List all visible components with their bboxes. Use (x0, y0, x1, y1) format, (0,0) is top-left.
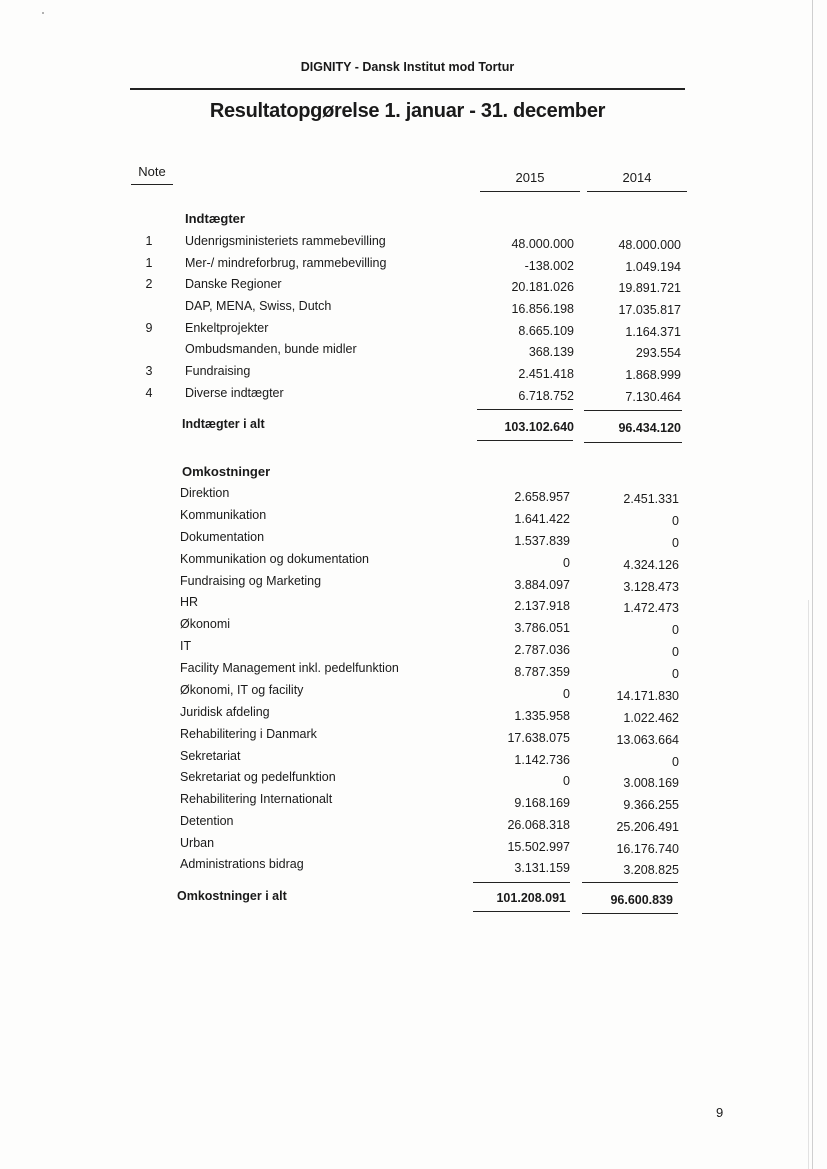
income-row (0, 364, 827, 384)
row-label: Enkeltprojekter (185, 321, 269, 335)
income-total-2014: 96.434.120 (618, 421, 681, 435)
row-value-2014: 3.128.473 (623, 580, 679, 594)
row-label: Rehabilitering Internationalt (180, 792, 333, 806)
expenses-heading: Omkostninger (182, 464, 271, 479)
expense-row (0, 639, 827, 659)
income-row (0, 321, 827, 341)
row-value-2014: 293.554 (635, 346, 681, 360)
page-title: Resultatopgørelse 1. januar - 31. december (209, 100, 606, 122)
expense-row (0, 552, 827, 572)
row-label: Danske Regioner (185, 277, 282, 291)
row-value-2014: 9.366.255 (623, 798, 679, 812)
scan-speck (42, 12, 44, 14)
row-value-2015: 3.786.051 (514, 621, 570, 635)
income-total-label: Indtægter i alt (182, 417, 265, 431)
row-value-2015: 17.638.075 (507, 731, 570, 745)
expense-row (0, 617, 827, 637)
row-value-2015: 8.665.109 (518, 324, 574, 338)
row-note: 4 (145, 386, 153, 400)
expense-row (0, 530, 827, 550)
expense-row (0, 661, 827, 681)
row-note: 1 (145, 234, 153, 248)
income-row (0, 342, 827, 362)
income-total-row (0, 417, 827, 437)
year-2015-header: 2015 (515, 170, 545, 185)
expense-row (0, 683, 827, 703)
row-value-2014: 0 (672, 645, 679, 659)
row-value-2015: 8.787.359 (514, 665, 570, 679)
row-value-2015: 0 (563, 687, 570, 701)
row-value-2014: 2.451.331 (623, 492, 679, 506)
row-value-2014: 1.472.473 (623, 601, 679, 615)
row-value-2014: 48.000.000 (618, 238, 681, 252)
row-value-2014: 1.868.999 (625, 368, 681, 382)
income-row (0, 386, 827, 406)
year-2015-rule (480, 191, 580, 192)
row-value-2014: 0 (672, 755, 679, 769)
expense-row (0, 705, 827, 725)
income-heading: Indtægter (185, 211, 245, 226)
income-subtotal-rule-2015 (477, 409, 573, 410)
row-value-2014: 16.176.740 (616, 842, 679, 856)
expense-row (0, 595, 827, 615)
row-label: Ombudsmanden, bunde midler (185, 342, 357, 356)
row-label: Fundraising (185, 364, 251, 378)
income-row (0, 256, 827, 276)
row-label: Økonomi (180, 617, 231, 631)
row-label: Administrations bidrag (180, 857, 304, 871)
income-row (0, 277, 827, 297)
row-value-2015: 48.000.000 (511, 237, 574, 251)
row-label: Diverse indtægter (185, 386, 284, 400)
income-row (0, 234, 827, 254)
expense-total-2014: 96.600.839 (610, 893, 673, 907)
expense-total-label: Omkostninger i alt (177, 889, 287, 903)
row-value-2015: 3.884.097 (514, 578, 570, 592)
row-label: Juridisk afdeling (180, 705, 270, 719)
income-subtotal-rule-2014 (584, 410, 682, 411)
income-total-2015: 103.102.640 (504, 420, 574, 434)
row-value-2014: 1.164.371 (625, 325, 681, 339)
row-value-2015: 26.068.318 (507, 818, 570, 832)
expense-total-rule-2015 (473, 911, 570, 912)
row-value-2014: 0 (672, 623, 679, 637)
expense-row (0, 792, 827, 812)
row-label: Dokumentation (180, 530, 265, 544)
row-label: Kommunikation og dokumentation (180, 552, 370, 566)
document-header: DIGNITY - Dansk Institut mod Tortur (300, 60, 515, 74)
expense-row (0, 749, 827, 769)
expense-total-row (0, 889, 827, 909)
row-label: DAP, MENA, Swiss, Dutch (185, 299, 332, 313)
row-value-2015: 368.139 (528, 345, 574, 359)
row-value-2014: 13.063.664 (616, 733, 679, 747)
expense-total-rule-2014 (582, 913, 678, 914)
row-value-2014: 7.130.464 (625, 390, 681, 404)
row-label: Mer-/ mindreforbrug, rammebevilling (185, 256, 387, 270)
expense-total-2015: 101.208.091 (496, 891, 566, 905)
page-number: 9 (716, 1105, 724, 1120)
row-value-2015: 2.658.957 (514, 490, 570, 504)
row-note: 9 (145, 321, 153, 335)
row-value-2014: 3.208.825 (623, 863, 679, 877)
expense-row (0, 486, 827, 506)
row-value-2015: 3.131.159 (514, 861, 570, 875)
row-value-2014: 4.324.126 (623, 558, 679, 572)
row-value-2015: 0 (563, 774, 570, 788)
note-column-header: Note (138, 164, 166, 179)
row-value-2014: 14.171.830 (616, 689, 679, 703)
row-value-2015: 20.181.026 (511, 280, 574, 294)
row-note: 2 (145, 277, 153, 291)
row-value-2015: 2.451.418 (518, 367, 574, 381)
expense-subtotal-rule-2015 (473, 882, 570, 883)
expense-row (0, 574, 827, 594)
row-label: Sekretariat (180, 749, 241, 763)
row-value-2014: 1.022.462 (623, 711, 679, 725)
row-value-2015: 16.856.198 (511, 302, 574, 316)
row-value-2014: 3.008.169 (623, 776, 679, 790)
row-value-2015: 6.718.752 (518, 389, 574, 403)
expense-row (0, 857, 827, 877)
row-label: IT (180, 639, 192, 653)
year-2014-header: 2014 (622, 170, 652, 185)
expense-row (0, 727, 827, 747)
row-value-2015: 9.168.169 (514, 796, 570, 810)
row-value-2015: 15.502.997 (507, 840, 570, 854)
row-value-2014: 25.206.491 (616, 820, 679, 834)
row-value-2015: -138.002 (524, 259, 574, 273)
row-label: Udenrigsministeriets rammebevilling (185, 234, 386, 248)
row-value-2015: 1.142.736 (514, 753, 570, 767)
income-row (0, 299, 827, 319)
row-value-2015: 0 (563, 556, 570, 570)
year-2014-rule (587, 191, 687, 192)
row-label: Detention (180, 814, 234, 828)
income-total-rule-2014 (584, 442, 682, 443)
row-value-2015: 2.787.036 (514, 643, 570, 657)
row-label: HR (180, 595, 199, 609)
row-label: Facility Management inkl. pedelfunktion (180, 661, 399, 675)
expense-row (0, 814, 827, 834)
row-value-2015: 1.641.422 (514, 512, 570, 526)
row-value-2014: 1.049.194 (625, 260, 681, 274)
row-value-2014: 0 (672, 667, 679, 681)
row-value-2015: 1.335.958 (514, 709, 570, 723)
row-label: Sekretariat og pedelfunktion (180, 770, 336, 784)
row-label: Rehabilitering i Danmark (180, 727, 317, 741)
row-label: Fundraising og Marketing (180, 574, 322, 588)
row-label: Kommunikation (180, 508, 267, 522)
expense-subtotal-rule-2014 (582, 882, 678, 883)
row-value-2015: 2.137.918 (514, 599, 570, 613)
row-value-2014: 0 (672, 536, 679, 550)
row-label: Urban (180, 836, 215, 850)
income-total-rule-2015 (477, 440, 573, 441)
expense-row (0, 508, 827, 528)
row-value-2014: 19.891.721 (618, 281, 681, 295)
header-rule (130, 88, 685, 90)
row-note: 3 (145, 364, 153, 378)
row-value-2014: 0 (672, 514, 679, 528)
expense-row (0, 770, 827, 790)
row-note: 1 (145, 256, 153, 270)
row-value-2014: 17.035.817 (618, 303, 681, 317)
row-value-2015: 1.537.839 (514, 534, 570, 548)
row-label: Direktion (180, 486, 230, 500)
expense-row (0, 836, 827, 856)
row-label: Økonomi, IT og facility (180, 683, 304, 697)
note-header-rule (131, 184, 173, 185)
